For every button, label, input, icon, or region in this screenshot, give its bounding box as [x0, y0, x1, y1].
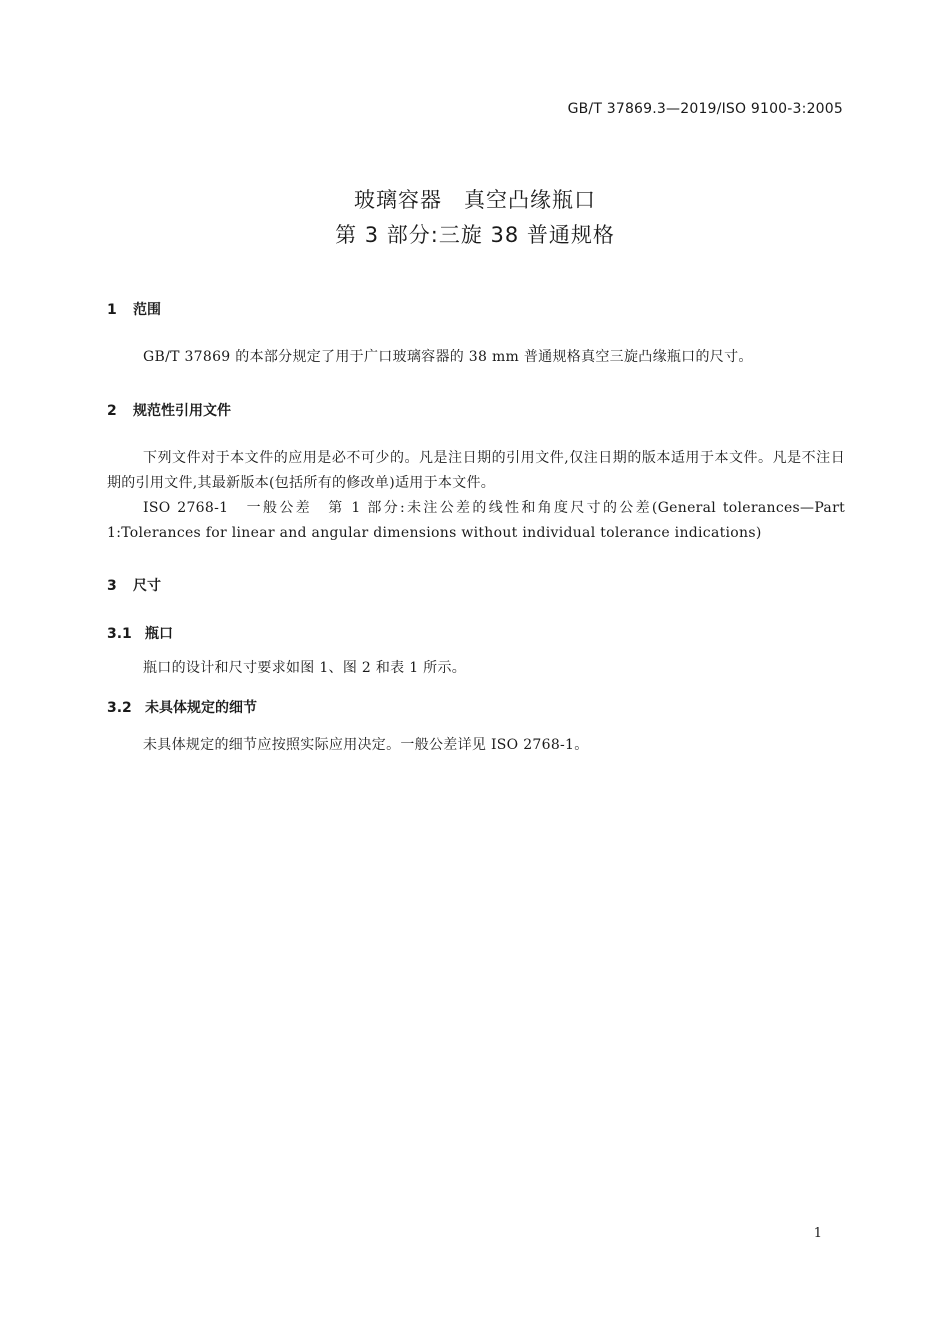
section-number: 3	[107, 578, 117, 594]
section-2-body: 下列文件对于本文件的应用是必不可少的。凡是注日期的引用文件,仅注日期的版本适用于本文件。凡是不注日期的引用文件,其最新版本(包括所有的修改单)适用于本文件。	[107, 450, 845, 491]
section-number: 3.1	[107, 626, 132, 642]
section-title: 规范性引用文件	[133, 403, 231, 419]
section-number: 3.2	[107, 700, 132, 716]
section-3-1-body: 瓶口的设计和尺寸要求如图 1、图 2 和表 1 所示。	[143, 660, 467, 676]
document-title-line2: 第 3 部分:三旋 38 普通规格	[335, 223, 615, 247]
section-3-2-heading	[107, 697, 257, 717]
standard-code: GB/T 37869.3—2019/ISO 9100-3:2005	[567, 101, 843, 117]
section-3-2-body: 未具体规定的细节应按照实际应用决定。一般公差详见 ISO 2768-1。	[143, 737, 589, 753]
section-3-heading	[107, 575, 161, 595]
section-title: 范围	[133, 302, 161, 318]
section-2-reference: ISO 2768-1 一般公差 第 1 部分:未注公差的线性和角度尺寸的公差(General tolerances—Part 1:Tolerances for linear and angular dimensions without individual tolerance indications)	[107, 500, 845, 541]
section-2-heading	[107, 400, 231, 420]
section-1-heading	[107, 299, 161, 319]
section-number: 2	[107, 403, 117, 419]
section-title: 未具体规定的细节	[145, 700, 257, 716]
section-title: 尺寸	[133, 578, 161, 594]
section-3-1-heading	[107, 623, 173, 643]
document-title-line1: 玻璃容器 真空凸缘瓶口	[354, 188, 596, 212]
section-1-body: GB/T 37869 的本部分规定了用于广口玻璃容器的 38 mm 普通规格真空三旋凸缘瓶口的尺寸。	[143, 349, 753, 365]
section-title: 瓶口	[145, 626, 173, 642]
page-number: 1	[813, 1226, 822, 1241]
section-number: 1	[107, 302, 117, 318]
